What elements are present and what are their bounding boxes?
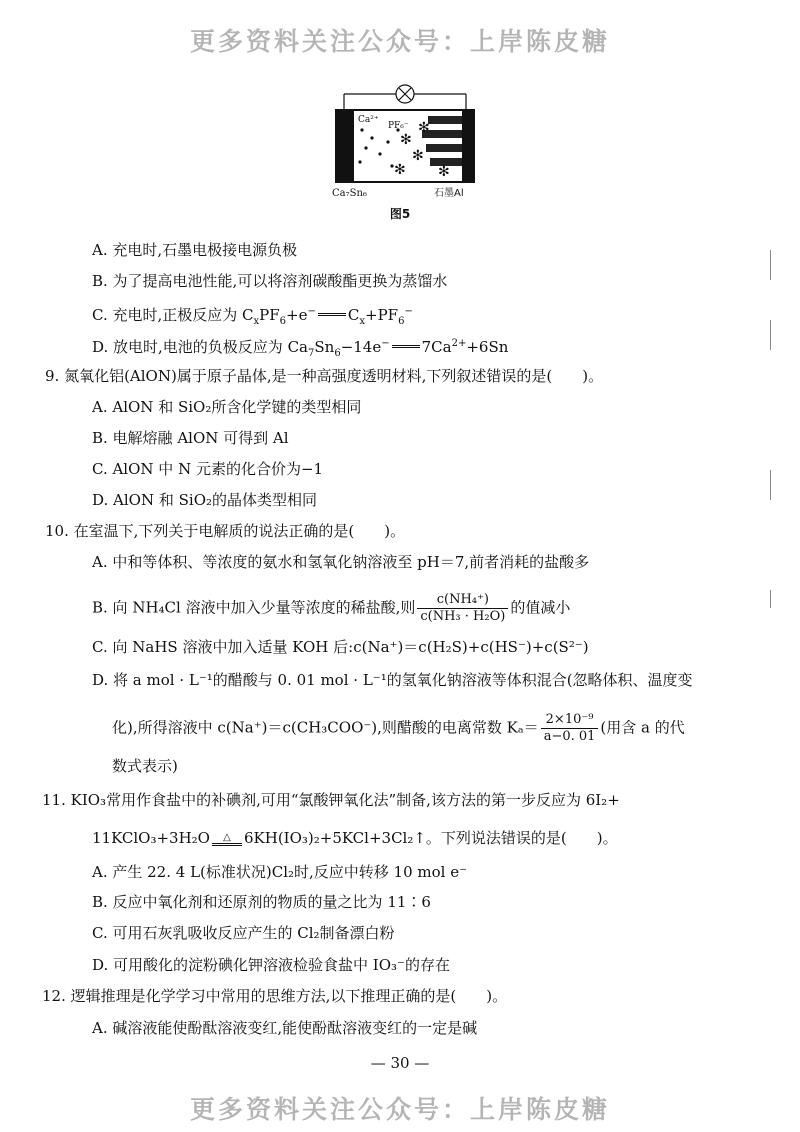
q10-d-denominator: a−0. 01 [543,729,596,744]
q10-option-c: C. 向 NaHS 溶液中加入适量 KOH 后:c(Na⁺)＝c(H₂S)+c(HS⁻)+c(S²⁻) [92,638,589,656]
svg-text:✻: ✻ [438,164,450,180]
q12-option-a: A. 碱溶液能使酚酞溶液变红,能使酚酞溶液变红的一定是碱 [92,1019,478,1037]
heat-equals-sign [212,833,242,846]
svg-text:✻: ✻ [418,120,430,136]
q11-option-a: A. 产生 22. 4 L(标准状况)Cl₂时,反应中转移 10 mol e⁻ [92,863,468,881]
q8-option-b: B. 为了提高电池性能,可以将溶剂碳酸酯更换为蒸馏水 [92,272,448,290]
scan-mark [770,320,771,350]
left-electrode-label: Ca₇Sn₆ [332,188,367,199]
q10-option-b-prefix: B. 向 NH₄Cl 溶液中加入少量等浓度的稀盐酸,则 [92,598,416,617]
q10-stem: 10. 在室温下,下列关于电解质的说法正确的是( )。 [45,522,406,540]
q11-stem-line1: 11. KIO₃常用作食盐中的补碘剂,可用“氯酸钾氧化法”制备,该方法的第一步反应为 6I₂+ [42,791,620,809]
scan-mark [770,590,771,608]
q11-option-b: B. 反应中氧化剂和还原剂的物质的量之比为 11∶6 [92,893,431,911]
q8-option-a: A. 充电时,石墨电极接电源负极 [92,241,298,259]
figure-caption: 图5 [389,207,411,221]
q8-option-c-prefix: C. 充电时,正极反应为 C [92,306,254,324]
watermark-bottom: 更多资料关注公众号：上岸陈皮糖 [189,1095,610,1124]
q10-d-line2-prefix: 化),所得溶液中 c(Na⁺)＝c(CH₃COO⁻),则醋酸的电离常数 Kₐ＝ [112,718,539,737]
battery-diagram [330,82,480,222]
q11-stem-line2 [92,828,618,848]
right-electrode-label: 石墨Al [434,188,464,199]
q10-b-denominator: c(NH₃ · H₂O) [420,609,506,624]
left-electrode [336,110,354,182]
q12-stem: 12. 逻辑推理是化学学习中常用的思维方法,以下推理正确的是( )。 [42,987,508,1005]
right-electrode [462,110,474,182]
q10-b-fraction [417,592,508,625]
q10-option-d-line2 [112,712,685,745]
q9-option-d: D. AlON 和 SiO₂的晶体类型相同 [92,491,318,509]
page-number: — 30 — [370,1054,430,1072]
ion-label-pf6: PF₆⁻ [388,121,409,131]
q8-option-c: C. 充电时,正极反应为 $C_xPF_6+e^-$ $C_x+PF_6^-$ [92,306,413,327]
q8-option-d: D. 放电时,电池的负极反应为 $Ca_7Sn_6-14e^-$ $7Ca^{2+}+6Sn$ [92,338,509,359]
delta-symbol: △ [223,831,231,843]
svg-text:✻: ✻ [400,132,412,148]
q9-option-b: B. 电解熔融 AlON 可得到 Al [92,429,289,447]
q11-option-d: D. 可用酸化的淀粉碘化钾溶液检验食盐中 IO₃⁻的存在 [92,956,450,974]
q8-option-d-prefix: D. 放电时,电池的负极反应为 Ca [92,338,308,356]
scan-mark [770,470,771,500]
q10-d-numerator: 2×10⁻⁹ [541,712,599,729]
q11-stem-line2-suffix: 6KH(IO₃)₂+5KCl+3Cl₂↑。下列说法错误的是( )。 [243,829,618,847]
scan-mark [770,250,771,280]
q10-d-fraction [541,712,599,745]
q11-option-c: C. 可用石灰乳吸收反应产生的 Cl₂制备漂白粉 [92,924,395,942]
q10-option-b [92,592,570,625]
ion-label-ca: Ca²⁺ [358,115,379,125]
watermark-top: 更多资料关注公众号：上岸陈皮糖 [189,27,610,56]
q10-b-numerator: c(NH₄⁺) [417,592,508,609]
svg-text:✻: ✻ [412,148,424,164]
q10-option-d-line3: 数式表示) [112,757,178,775]
q11-stem-line2-prefix: 11KClO₃+3H₂O [92,829,210,847]
q9-option-c: C. AlON 中 N 元素的化合价为−1 [92,460,324,478]
q10-option-a: A. 中和等体积、等浓度的氨水和氢氧化钠溶液至 pH＝7,前者消耗的盐酸多 [92,553,590,571]
q9-option-a: A. AlON 和 SiO₂所含化学键的类型相同 [92,398,362,416]
q10-option-b-suffix: 的值减小 [510,598,571,617]
q10-d-line2-suffix: (用含 a 的代 [600,718,685,737]
q10-option-d-line1: D. 将 a mol · L⁻¹的醋酸与 0. 01 mol · L⁻¹的氢氧化钠溶液等体积混合(忽略体积、温度变 [92,671,693,689]
svg-text:✻: ✻ [394,162,406,178]
q9-stem: 9. 氮氧化铝(AlON)属于原子晶体,是一种高强度透明材料,下列叙述错误的是( )。 [45,367,604,385]
